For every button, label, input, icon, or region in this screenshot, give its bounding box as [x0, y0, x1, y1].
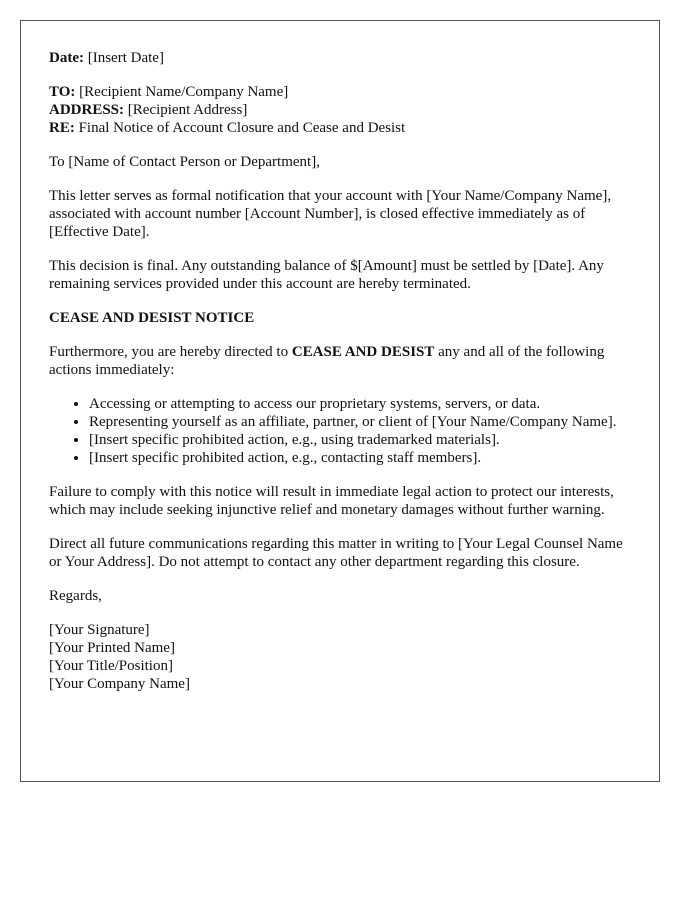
list-item: • Accessing or attempting to access our proprietary systems, servers, or data. — [89, 395, 631, 413]
to-label: TO: — [49, 84, 76, 100]
to-line — [49, 83, 631, 101]
closing: Regards, — [49, 588, 102, 604]
address-label: ADDRESS: — [49, 102, 125, 118]
directive-text-after: any and all of the following actions immediately: — [49, 344, 605, 378]
cease-desist-heading: CEASE AND DESIST NOTICE — [49, 310, 255, 326]
signature-block — [49, 621, 631, 693]
company-line: [Your Company Name] — [49, 676, 190, 692]
title-line: [Your Title/Position] — [49, 658, 173, 674]
prohibited-actions-list — [49, 395, 631, 467]
communications-paragraph: Direct all future communications regarding this matter in writing to [Your Legal Counsel Name or Your Address]. Do not attempt to contact any other department regarding this closure. — [49, 536, 623, 570]
re-value: Final Notice of Account Closure and Cease and Desist — [78, 120, 406, 136]
re-label: RE: — [49, 120, 75, 136]
balance-paragraph: This decision is final. Any outstanding balance of $[Amount] must be settled by [Date]. Any remaining services provided under this account are hereby terminated. — [49, 258, 604, 292]
closure-paragraph: This letter serves as formal notification that your account with [Your Name/Company Name], associated with account number [Account Number], is closed effective immediately as of [Effective Date]. — [49, 188, 612, 240]
salutation: To [Name of Contact Person or Department], — [49, 154, 320, 170]
re-line — [49, 119, 631, 137]
directive-paragraph — [49, 343, 631, 379]
directive-emphasis: CEASE AND DESIST — [291, 344, 435, 360]
printed-name-line: [Your Printed Name] — [49, 640, 175, 656]
list-item: • Representing yourself as an affiliate, partner, or client of [Your Name/Company Name]. — [89, 413, 631, 431]
address-line — [49, 101, 631, 119]
recipient-block — [49, 83, 631, 137]
consequence-paragraph: Failure to comply with this notice will result in immediate legal action to protect our interests, which may include seeking injunctive relief and monetary damages without further warning. — [49, 484, 614, 518]
list-item: • [Insert specific prohibited action, e.g., contacting staff members]. — [89, 449, 631, 467]
directive-text-before: Furthermore, you are hereby directed to — [49, 344, 289, 360]
date-line — [49, 49, 631, 67]
date-label: Date: — [49, 50, 84, 66]
letter-page — [20, 20, 660, 782]
signature-line: [Your Signature] — [49, 622, 150, 638]
address-value: [Recipient Address] — [127, 102, 248, 118]
list-item: • [Insert specific prohibited action, e.g., using trademarked materials]. — [89, 431, 631, 449]
to-value: [Recipient Name/Company Name] — [79, 84, 289, 100]
date-value: [Insert Date] — [87, 50, 164, 66]
